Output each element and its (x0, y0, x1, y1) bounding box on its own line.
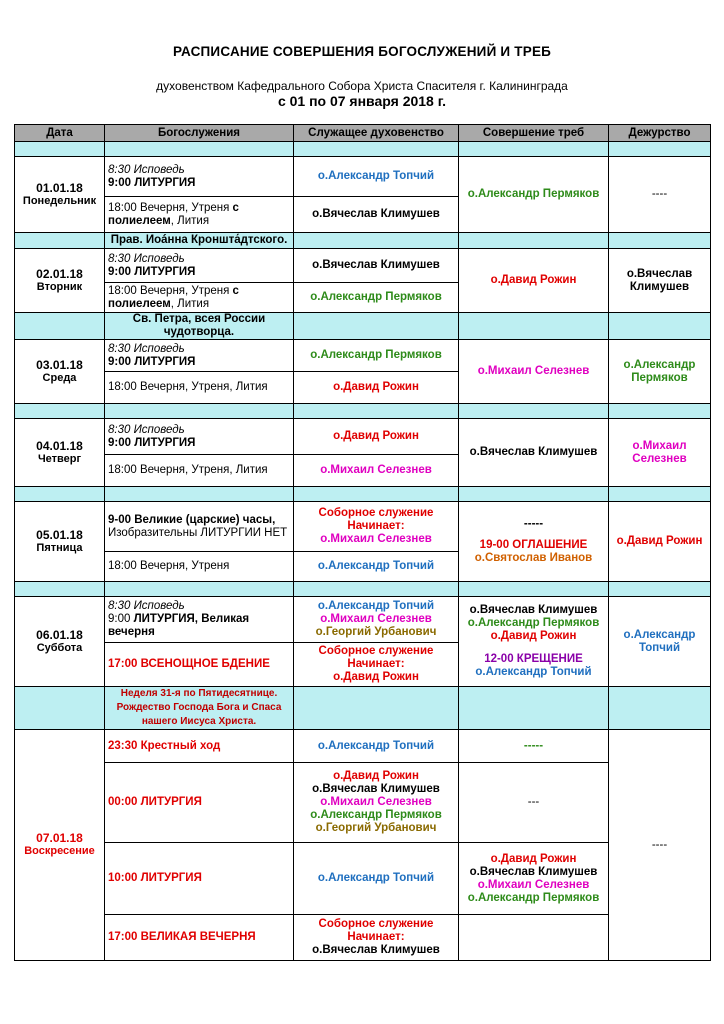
service-cell: 17:00 ВЕЛИКАЯ ВЕЧЕРНЯ (105, 915, 294, 961)
service-cell: 18:00 Вечерня, Утреня с полиелеем, Лития (105, 283, 294, 313)
column-header: Богослужения (105, 125, 294, 142)
feast-row: Прав. Иоáнна Кроншта́дтского. (15, 233, 711, 249)
service-cell: 8:30 Исповедь 9:00 ЛИТУРГИЯ, Великая вечерня (105, 597, 294, 643)
spacer-row (15, 487, 711, 502)
clergy-cell: о.Вячеслав Климушев (294, 249, 459, 283)
treb-cell: --- (459, 763, 609, 843)
treb-cell: о.Давид Рожин (459, 249, 609, 313)
service-cell: 9-00 Великие (царские) часы, Изобразительны ЛИТУРГИИ НЕТ (105, 502, 294, 552)
service-cell: 8:30 Исповедь 9:00 ЛИТУРГИЯ (105, 419, 294, 455)
treb-cell: о.Давид Рожин о.Вячеслав Климушев о.Михаил Селезнев о.Александр Пермяков (459, 843, 609, 915)
clergy-cell: о.Александр Топчий (294, 730, 459, 763)
service-cell: 23:30 Крестный ход (105, 730, 294, 763)
service-cell: 18:00 Вечерня, Утреня, Лития (105, 372, 294, 404)
duty-cell: о.Михаил Селезнев (609, 419, 711, 487)
treb-cell: о.Вячеслав Климушев о.Александр Пермяков о.Давид Рожин 12-00 КРЕЩЕНИЕ о.Александр Топчий (459, 597, 609, 687)
spacer-row (15, 404, 711, 419)
clergy-cell: о.Давид Рожин (294, 372, 459, 404)
duty-cell: ---- (609, 157, 711, 233)
table-row (15, 249, 711, 283)
clergy-cell: о.Александр Топчий (294, 843, 459, 915)
service-cell: 10:00 ЛИТУРГИЯ (105, 843, 294, 915)
service-cell: 00:00 ЛИТУРГИЯ (105, 763, 294, 843)
spacer-row (15, 582, 711, 597)
table-row (15, 843, 711, 915)
clergy-cell: о.Давид Рожин (294, 419, 459, 455)
service-cell: 8:30 Исповедь 9:00 ЛИТУРГИЯ (105, 157, 294, 197)
date-cell: 07.01.18 Воскресение (15, 730, 105, 961)
date-cell: 05.01.18 Пятница (15, 502, 105, 582)
table-row (15, 763, 711, 843)
date-cell: 03.01.18 Среда (15, 340, 105, 404)
column-header: Совершение треб (459, 125, 609, 142)
clergy-cell: Соборное служение Начинает: о.Давид Рожин (294, 643, 459, 687)
column-header: Дата (15, 125, 105, 142)
column-header: Дежурство (609, 125, 711, 142)
clergy-cell: о.Михаил Селезнев (294, 455, 459, 487)
treb-cell: о.Вячеслав Климушев (459, 419, 609, 487)
treb-cell: о.Михаил Селезнев (459, 340, 609, 404)
clergy-cell: Соборное служение Начинает: о.Михаил Селезнев (294, 502, 459, 552)
treb-cell: ----- 19-00 ОГЛАШЕНИЕ о.Святослав Иванов (459, 502, 609, 582)
clergy-cell: о.Александр Пермяков (294, 340, 459, 372)
table-row (15, 340, 711, 372)
service-cell: 8:30 Исповедь 9:00 ЛИТУРГИЯ (105, 249, 294, 283)
table-row (15, 157, 711, 197)
clergy-cell: о.Вячеслав Климушев (294, 197, 459, 233)
table-row (15, 502, 711, 552)
service-cell: 8:30 Исповедь 9:00 ЛИТУРГИЯ (105, 340, 294, 372)
schedule-table (14, 124, 711, 961)
feast-row: Св. Петра, всея России чудотворца. (15, 313, 711, 340)
duty-cell: ---- (609, 730, 711, 961)
duty-cell: о.Александр Топчий (609, 597, 711, 687)
feast-row: Неделя 31-я по Пятидесятнице. Рождество Господа Бога и Спаса нашего Иисуса Христа. (15, 687, 711, 730)
clergy-cell: о.Александр Пермяков (294, 283, 459, 313)
date-cell: 02.01.18 Вторник (15, 249, 105, 313)
clergy-cell: о.Александр Топчий (294, 157, 459, 197)
service-cell: 18:00 Вечерня, Утреня, Лития (105, 455, 294, 487)
clergy-cell: Соборное служение Начинает: о.Вячеслав Климушев (294, 915, 459, 961)
date-cell: 04.01.18 Четверг (15, 419, 105, 487)
clergy-cell: о.Александр Топчий (294, 552, 459, 582)
treb-cell: ----- (459, 730, 609, 763)
table-row (15, 915, 711, 961)
treb-cell (459, 915, 609, 961)
column-header: Служащее духовенство (294, 125, 459, 142)
clergy-cell: о.Александр Топчий о.Михаил Селезнев о.Георгий Урбанович (294, 597, 459, 643)
table-row (15, 419, 711, 455)
service-cell: 17:00 ВСЕНОЩНОЕ БДЕНИЕ (105, 643, 294, 687)
page-subtitle: духовенством Кафедрального Собора Христа Спасителя г. Калининграда (156, 79, 568, 93)
date-cell: 06.01.18 Суббота (15, 597, 105, 687)
table-row (15, 730, 711, 763)
spacer-row (15, 142, 711, 157)
date-cell: 01.01.18 Понедельник (15, 157, 105, 233)
duty-cell: о.Вячеслав Климушев (609, 249, 711, 313)
duty-cell: о.Давид Рожин (609, 502, 711, 582)
clergy-cell: о.Давид Рожин о.Вячеслав Климушев о.Михаил Селезнев о.Александр Пермяков о.Георгий Урбанович (294, 763, 459, 843)
page-title: РАСПИСАНИЕ СОВЕРШЕНИЯ БОГОСЛУЖЕНИЙ И ТРЕБ (172, 44, 552, 59)
date-range: с 01 по 07 января 2018 г. (277, 93, 447, 109)
table-row (15, 597, 711, 643)
service-cell: 18:00 Вечерня, Утреня с полиелеем, Лития (105, 197, 294, 233)
treb-cell: о.Александр Пермяков (459, 157, 609, 233)
duty-cell: о.Александр Пермяков (609, 340, 711, 404)
service-cell: 18:00 Вечерня, Утреня (105, 552, 294, 582)
table-header-row (15, 125, 711, 142)
